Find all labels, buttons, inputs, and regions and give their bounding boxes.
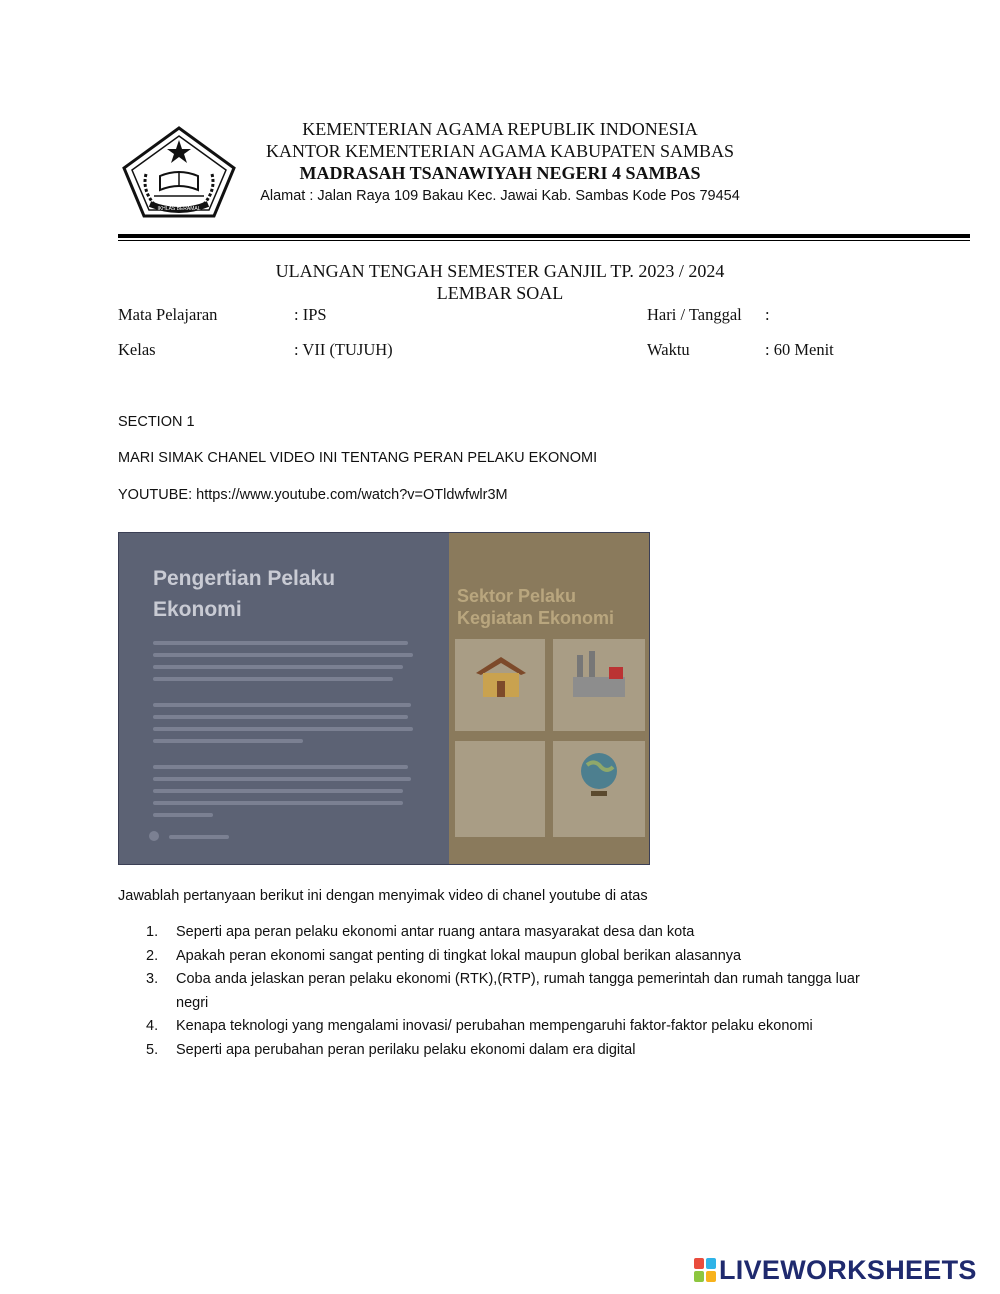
house-icon: [471, 651, 531, 701]
list-item: 5. Seperti apa perubahan peran perilaku pelaku ekonomi dalam era digital: [146, 1041, 636, 1058]
video-text-line: [153, 715, 408, 719]
video-text-line: [153, 789, 403, 793]
video-text-line: [153, 765, 408, 769]
video-left-panel: [119, 533, 449, 864]
subject-label: Mata Pelajaran: [118, 305, 218, 324]
video-text-line: [153, 801, 403, 805]
section-intro: MARI SIMAK CHANEL VIDEO INI TENTANG PERAN PELAKU EKONOMI: [118, 450, 598, 466]
day-value: :: [765, 305, 770, 324]
question-list: [146, 921, 876, 1062]
office-name: KANTOR KEMENTERIAN AGAMA KABUPATEN SAMBAS: [265, 141, 735, 161]
school-address: Alamat : Jalan Raya 109 Bakau Kec. Jawai Kab. Sambas Kode Pos 79454: [260, 188, 740, 204]
question-instruction: Jawablah pertanyaan berikut ini dengan menyimak video di chanel youtube di atas: [118, 888, 648, 904]
video-text-line: [153, 653, 413, 657]
subject-value: : IPS: [294, 305, 327, 324]
youtube-link[interactable]: YOUTUBE: https://www.youtube.com/watch?v=OTldwfwlr3M: [118, 487, 508, 503]
liveworksheets-icon: [694, 1258, 716, 1282]
day-label: Hari / Tanggal: [647, 305, 742, 324]
letterhead: [200, 118, 800, 207]
video-text-line: [153, 813, 213, 817]
video-text-line: [153, 641, 408, 645]
video-text-line: [153, 777, 411, 781]
list-item: 1. Seperti apa peran pelaku ekonomi antar ruang antara masyarakat desa dan kota: [146, 924, 695, 940]
author-avatar-icon: [149, 831, 159, 841]
video-right-panel: [449, 533, 650, 864]
video-thumbnail[interactable]: [118, 532, 650, 865]
time-label: Waktu: [647, 340, 690, 359]
video-heading: Pengertian Pelaku Ekonomi: [153, 567, 336, 621]
video-right-title: Sektor Pelaku Kegiatan Ekonomi: [457, 586, 615, 628]
list-item: 3. Coba anda jelaskan peran pelaku ekonomi (RTK),(RTP), rumah tangga pemerintah dan rumah tangga luar negri: [146, 971, 860, 1011]
exam-title: ULANGAN TENGAH SEMESTER GANJIL TP. 2023 / 2024: [275, 261, 725, 281]
school-name: MADRASAH TSANAWIYAH NEGERI 4 SAMBAS: [299, 163, 701, 183]
video-text-line: [153, 677, 393, 681]
header-divider-thick: [118, 234, 970, 238]
list-item: 4. Kenapa teknologi yang mengalami inovasi/ perubahan mempengaruhi faktor-faktor pelaku ekonomi: [146, 1018, 813, 1034]
section-title: SECTION 1: [118, 414, 195, 430]
video-author-line: [169, 835, 229, 839]
video-text-line: [153, 727, 413, 731]
class-label: Kelas: [118, 340, 156, 359]
ministry-name: KEMENTERIAN AGAMA REPUBLIK INDONESIA: [302, 119, 698, 139]
factory-icon: [569, 649, 629, 701]
video-text-line: [153, 665, 403, 669]
video-text-line: [153, 703, 411, 707]
logo-motto: IKHLAS BERAMAL: [157, 206, 201, 212]
liveworksheets-logo: [694, 1254, 977, 1286]
exam-title-block: [200, 260, 800, 304]
header-divider-thin: [118, 240, 970, 241]
class-value: : VII (TUJUH): [294, 340, 393, 359]
list-item: 2. Apakah peran ekonomi sangat penting di tingkat lokal maupun global berikan alasannya: [146, 947, 742, 964]
government-illustration-card: [455, 741, 545, 837]
video-text-line: [153, 739, 303, 743]
liveworksheets-wordmark: LIVEWORKSHEETS: [719, 1254, 977, 1285]
globe-icon: [569, 749, 629, 799]
exam-subtitle: LEMBAR SOAL: [436, 283, 564, 303]
time-value: : 60 Menit: [765, 340, 834, 359]
